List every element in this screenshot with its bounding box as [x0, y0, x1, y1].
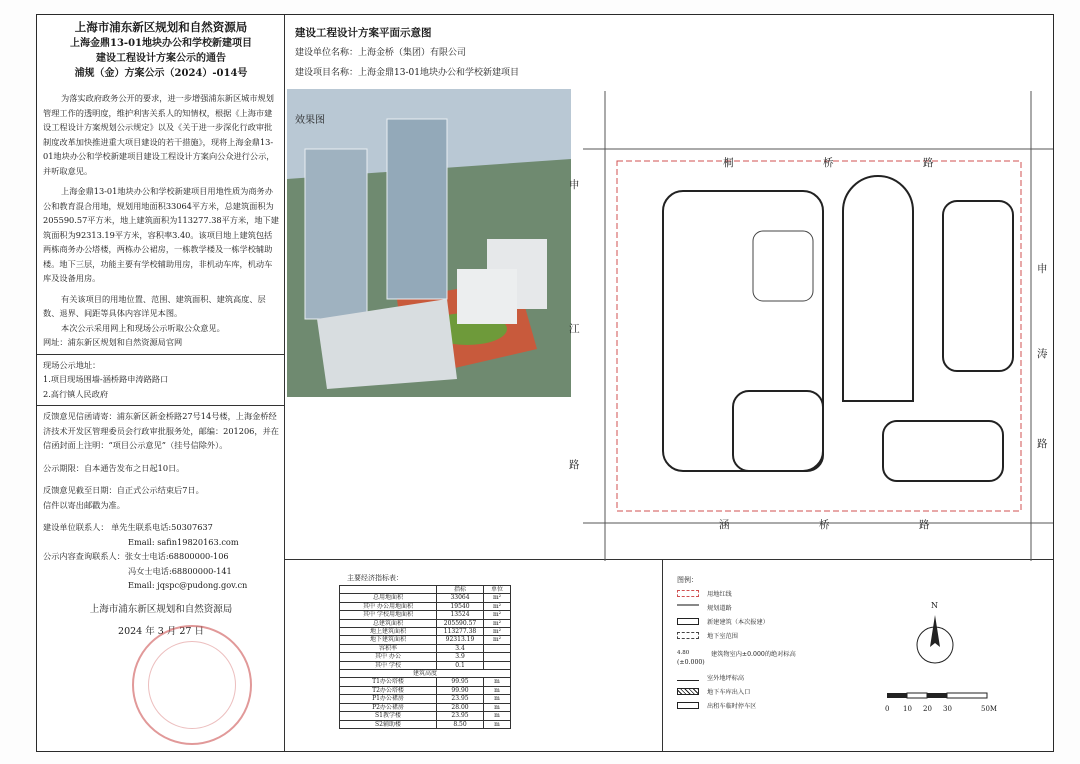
contact-line: 建设单位联系人： 单先生联系电话:50307637 — [43, 522, 213, 532]
legend-item: 地下室范围 — [677, 631, 738, 640]
street-label: 桥 — [823, 157, 834, 169]
street-label: 桥 — [819, 519, 830, 531]
street-label: 涛 — [1037, 348, 1048, 360]
street-label: 路 — [1037, 438, 1048, 450]
legend-item: 规划道路 — [677, 603, 732, 612]
economic-table — [339, 585, 511, 729]
street-label: 路 — [919, 519, 930, 531]
legend-title: 图例： — [677, 576, 698, 584]
site-address: 2.高行镇人民政府 — [43, 388, 109, 399]
postmark-note: 信件以寄出邮戳为准。 — [43, 499, 125, 510]
drawing-header — [295, 23, 519, 83]
street-label: 申 — [1037, 263, 1048, 275]
legend-item: 4.80 建筑物室内±0.000的绝对标高 — [677, 650, 796, 658]
table-row: 地下建筑面积 92313.19 m² — [340, 636, 511, 644]
legend-item: 新建建筑（本次报建） — [677, 617, 769, 626]
site-plan — [569, 91, 1053, 561]
public-notice — [43, 19, 279, 640]
agency-title: 上海市浦东新区规划和自然资源局 — [74, 20, 248, 34]
website-line: 网址：浦东新区规划和自然资源局官网 — [43, 337, 183, 347]
legend-item: (±0.000) — [677, 659, 705, 666]
table-row: 其中 学校用地面积 13524 m² — [340, 611, 511, 619]
table-row: 地上建筑面积 113277.38 m² — [340, 628, 511, 636]
notice-title: 建设工程设计方案公示的通告 — [96, 53, 226, 64]
table-section: 建筑高度 — [340, 670, 511, 678]
contact-line: 冯女士电话:68800000-141 — [128, 565, 232, 576]
project-description: 上海金鼎13-01地块办公和学校新建项目用地性质为商务办公和教育混合用地，规划用地面积33064平方米，总建筑面积为205590.57平方米，地上建筑面积为113277.38平方米，地下建筑面积为92313.19平方米，容积率3.40。该项目地上建筑包括两栋商务办公塔楼，两栋办公裙房，一栋教学楼及一栋学校辅助楼。地下三层，功能主要有学校辅助用房，非机动车库，机动车库及设备用房。 — [43, 186, 279, 283]
official-seal — [132, 625, 252, 745]
table-row: 其中 学校 0.1 — [340, 661, 511, 669]
table-title: 主要经济指标表： — [347, 574, 403, 582]
table-row: P2办公裙房 28.00 m — [340, 703, 511, 711]
table-header: 指标 单位 — [340, 586, 511, 594]
doc-number: 浦规（金）方案公示（2024）-014号 — [74, 68, 248, 79]
site-label: 现场公示地址： — [43, 359, 101, 370]
divider — [284, 15, 285, 751]
table-row: 容积率 3.4 — [340, 644, 511, 652]
legend-item: 室外地坪标高 — [677, 673, 744, 682]
legend-item: 用地红线 — [677, 589, 732, 598]
table-row: S1教学楼 23.95 m — [340, 712, 511, 720]
street-label: 涵 — [719, 519, 730, 531]
legend-item: 地下车库出入口 — [677, 687, 750, 696]
aerial-rendering — [287, 89, 571, 397]
drawing-title: 建设工程设计方案平面示意图 — [295, 27, 432, 39]
scale-bar — [883, 691, 1013, 705]
north-label: N — [931, 601, 938, 610]
street-label: 路 — [923, 157, 934, 169]
signature-agency: 上海市浦东新区规划和自然资源局 — [89, 603, 233, 615]
table-row: 其中 办公用地面积 19540 m² — [340, 602, 511, 610]
notice-period: 公示期限：自本通告发布之日起10日。 — [43, 462, 185, 473]
feedback-deadline: 反馈意见截至日期：自正式公示结束后7日。 — [43, 485, 204, 495]
notice-paragraph: 为落实政府政务公开的要求，进一步增强浦东新区城市规划管理工作的透明度，维护利害关系人的知情权，根据《上海市建设工程设计方案规划公示规定》以及《关于进一步深化行政审批制度改革加快推进重大项目建设的若干措施》，现将上海金鼎13-01地块办公和学校新建项目建设工程设计方案向公众进行公示，并听取意见。 — [43, 93, 275, 176]
street-label: 申 — [569, 179, 580, 191]
legend-item: 出租车临时停车区 — [677, 701, 757, 710]
feedback-address: 反馈意见信函请寄：浦东新区新金桥路27号14号楼，上海金桥经济技术开发区管理委员会行政审批服务处，邮编：201206，并在信函封面上注明：“项目公示意见”（挂号信除外）。 — [43, 411, 279, 450]
table-row: S2辅助楼 8.50 m — [340, 720, 511, 728]
project-name: 建设项目名称：上海金鼎13-01地块办公和学校新建项目 — [295, 68, 519, 78]
table-row: T2办公塔楼 99.90 m — [340, 686, 511, 694]
project-title: 上海金鼎13-01地块办公和学校新建项目 — [70, 38, 252, 49]
notice-paragraph: 本次公示采用网上和现场公示听取公众意见。 — [61, 322, 225, 333]
contact-email: Email: jqspc@pudong.gov.cn — [128, 580, 248, 590]
signature-date: 2024 年 3 月 27 日 — [118, 626, 204, 637]
north-arrow-icon — [915, 605, 955, 675]
street-label: 路 — [569, 459, 580, 471]
street-label: 江 — [569, 323, 580, 335]
site-address: 1.项目现场围墙-涵桥路申涛路路口 — [43, 374, 169, 384]
table-row: T1办公塔楼 99.95 m — [340, 678, 511, 686]
construction-unit: 建设单位名称：上海金桥（集团）有限公司 — [295, 48, 467, 58]
contact-email: Email: safin19820163.com — [128, 536, 239, 547]
table-row: 总用地面积 33064 m² — [340, 594, 511, 602]
table-row: 总建筑面积 205590.57 m² — [340, 619, 511, 627]
table-row: P1办公裙房 23.95 m — [340, 695, 511, 703]
drawing-sheet: 上海市浦东新区规划和自然资源局 上海金鼎13-01地块办公和学校新建项目 建设工程设计方案公示的通告 浦规（金）方案公示（2024）-014号 为落实政府政务公开的要求，进一步增强浦东新区城市规划管理工作的透明度，维护利害关系人的知情权，根据《上海市建设工程设计方案规划公示规定》以及《关于进一步深化行政审批制度改革加快推进重大项目建设的若干措施》，现将上海金鼎13-01地块办公和学校新建项目建设工程设计方案向公众进行公示，并听取意见。 上海金鼎13-01地块办公和学校新建项目用地性质为商务办公和教育混合用地，规划用地面积33064平方米，总建筑面积为205590.57平方米，地上建筑面积为113277.38平方米，地下建筑面积为92313.19平方米，容积率3.40。该项目地上建筑包括两栋商务办公塔楼，两栋办公裙房，一栋教学楼及一栋学校辅助楼。地下三层，功能主要有学校辅助用房，非机动车库，机动车库及设备用房。 有关该项目的用地位置、范围、建筑面积、建筑高度、层数、退界、间距等具体内容详见本图。 本次公示采用网上和现场公示听取公众意见。 网址：浦东新区规划和自然资源局官网 现场公示地址： 1.项目现场围墙-涵桥路申涛路路口 2.高行镇人民政府 反馈意见信函请寄：浦东新区新金桥路27号14号楼，上海金桥经济技术开发区管理委员会行政审批服务处，邮编：201206，并在信函封面上注明：“项目公示意见”（挂号信除外）。 公示期限：自本通告发布之日起10日。 反馈意见截至日期：自正式公示结束后7日。 信件以寄出邮戳为准。 建设单位联系人： 单先生联系电话:50307637 Email: safin19820163.com 公示内容查询联系人：张女士电话:68800000-106 冯女士电话:68800000-141 Email: jqspc@pudong.gov.cn 上海市浦东新区规划和自然资源局 2024 年 3 月 27 日 建设工程设计方案平面示意图 建设单位名称：上海金桥（集团）有限公司 建设项目名称：上海金鼎13-01地块办公和学校新建项目 效果图 申 江 路 桐 桥 路 申 涛 路 涵 桥 路 主要经济指标表： 指标 单位 总用地面积 33064 m² 其中 办公用地面积 19540 m² 其中 学校用地面积 13524 m² 总建筑面积 205590.57 m² 地上建筑面积 113277.38 m² 地下建筑面积 92313.19 m² 容积率 3.4 其中 办公 3.9 其中 学校 0.1 建筑高度 T1办公塔楼 99.95 m T2办公塔楼 99.90 m P1办公裙房 23.95 m P2办公裙房 28.00 m S1教学楼 23.95 m S2辅助楼 8.50 m 图例： 用地红线 规划道路 新建建筑（本次报建） 地下室范围 4.80 建筑物室内±0.000的绝对标高 (±0.000) 室外地坪标高 地下车库出入口 出租车临时停车区 N 0 10 20 30 50M — [36, 14, 1054, 752]
street-label: 桐 — [723, 157, 734, 169]
contact-line: 公示内容查询联系人：张女士电话:68800000-106 — [43, 551, 229, 561]
rendering-label: 效果图 — [295, 115, 325, 126]
divider — [662, 559, 663, 751]
notice-paragraph: 有关该项目的用地位置、范围、建筑面积、建筑高度、层数、退界、间距等具体内容详见本图。 — [43, 293, 266, 318]
table-row: 其中 办公 3.9 — [340, 653, 511, 661]
